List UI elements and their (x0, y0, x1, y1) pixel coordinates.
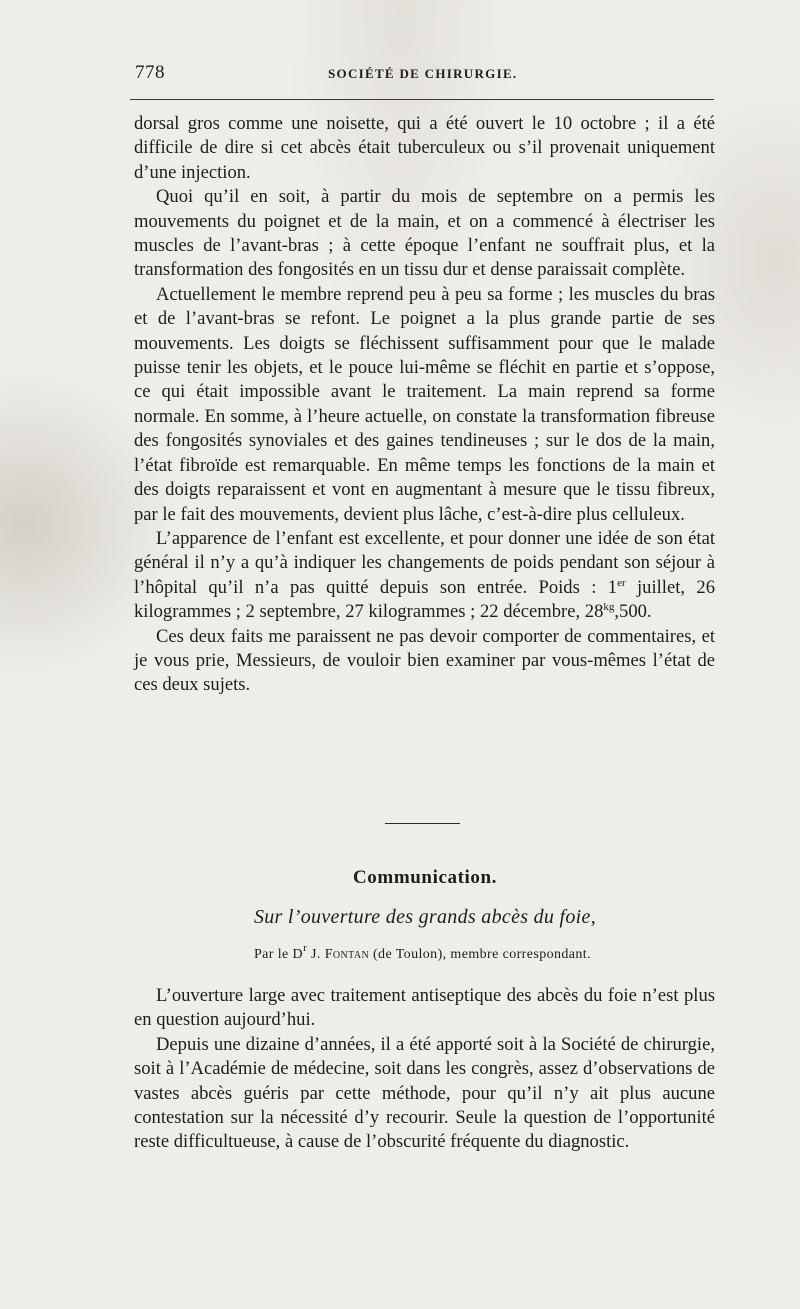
byline-author: J. Fontan (311, 947, 370, 962)
byline-superscript: r (303, 942, 308, 954)
paragraph-4-end: ,500. (614, 601, 652, 623)
running-head: SOCIÉTÉ DE CHIRURGIE. (328, 66, 518, 81)
body-text (134, 112, 715, 698)
article-paragraph-1: L’ouverture large avec traitement antiseptique des abcès du foie n’est plus en question aujourd’hui. (134, 985, 715, 1031)
article-paragraph-2: Depuis une dizaine d’années, il a été apporté soit à la Société de chirurgie, soit à l’Académie de médecine, soit dans les congrès, assez d’observations de vastes abcès guéris par cette méthode, pour qu’il n’y ait plus aucune contestation sur la nécessité d’y recourir. Seule la question de l’opportunité reste difficultueuse, à cause de l’obscurité fréquente du diagnostic. (134, 1033, 715, 1153)
byline-suffix: (de Toulon), membre correspondant. (369, 947, 591, 962)
article-title: Sur l’ouverture des grands abcès du foie, (253, 906, 597, 928)
section-separator (385, 823, 460, 824)
paragraph-5: Ces deux faits me paraissent ne pas devoir comporter de commentaires, et je vous prie, Messieurs, de vouloir bien examiner par vous-mêmes l’état de ces deux sujets. (134, 625, 715, 696)
byline-prefix: Par le D (253, 947, 304, 962)
section-heading: Communication. (352, 867, 498, 888)
ordinal-superscript: er (617, 576, 626, 589)
paragraph-4-start: L’apparence de l’enfant est excellente, et pour donner une idée de son état général il n’y a qu’à indiquer les changements de poids pendant son séjour à l’hôpital qu’il n’a pas quitté depuis son entrée. Poids : 1 (134, 527, 715, 598)
paragraph-3: Actuellement le membre reprend peu à peu sa forme ; les muscles du bras et de l’avant-bras se refont. Le poignet a la plus grande partie de ses mouvements. Les doigts se fléchissent suffisamment pour que le malade puisse tenir les objets, et le pouce lui-même se fléchit en partie et s’oppose, ce qui était impossible avant le traitement. La main reprend sa forme normale. En somme, à l’heure actuelle, on constate la transformation fibreuse des fongosités synoviales et des gaines tendineuses ; sur le dos de la main, l’état fibroïde est remarquable. En même temps les fonctions de la main et des doigts reparaissent et vont en augmentant à mesure que le tissu fibreux, par le fait des mouvements, devient plus lâche, c’est-à-dire plus celluleux. (134, 283, 715, 525)
article-text (134, 984, 715, 1155)
article-byline (0, 942, 800, 963)
paragraph-1: dorsal gros comme une noisette, qui a été ouvert le 10 octobre ; il a été difficile de dire si cet abcès était tuberculeux ou s’il provenait uniquement d’une injection. (134, 113, 715, 183)
paragraph-2: Quoi qu’il en soit, à partir du mois de septembre on a permis les mouvements du poignet et de la main, et on a commencé à électriser les muscles de l’avant-bras ; à cette époque l’enfant ne souffrait plus, et la transformation des fongosités en un tissu dur et dense paraissait complète. (134, 186, 715, 281)
paragraph-4-middle: juillet, 26 kilogrammes ; 2 septembre, 27 kilogrammes ; 22 décembre, 28 (134, 576, 715, 623)
page-header (135, 62, 713, 92)
kilogram-superscript: kg (603, 601, 615, 614)
header-rule (130, 99, 714, 100)
paragraph-4 (134, 527, 715, 625)
page-number: 778 (135, 62, 165, 83)
